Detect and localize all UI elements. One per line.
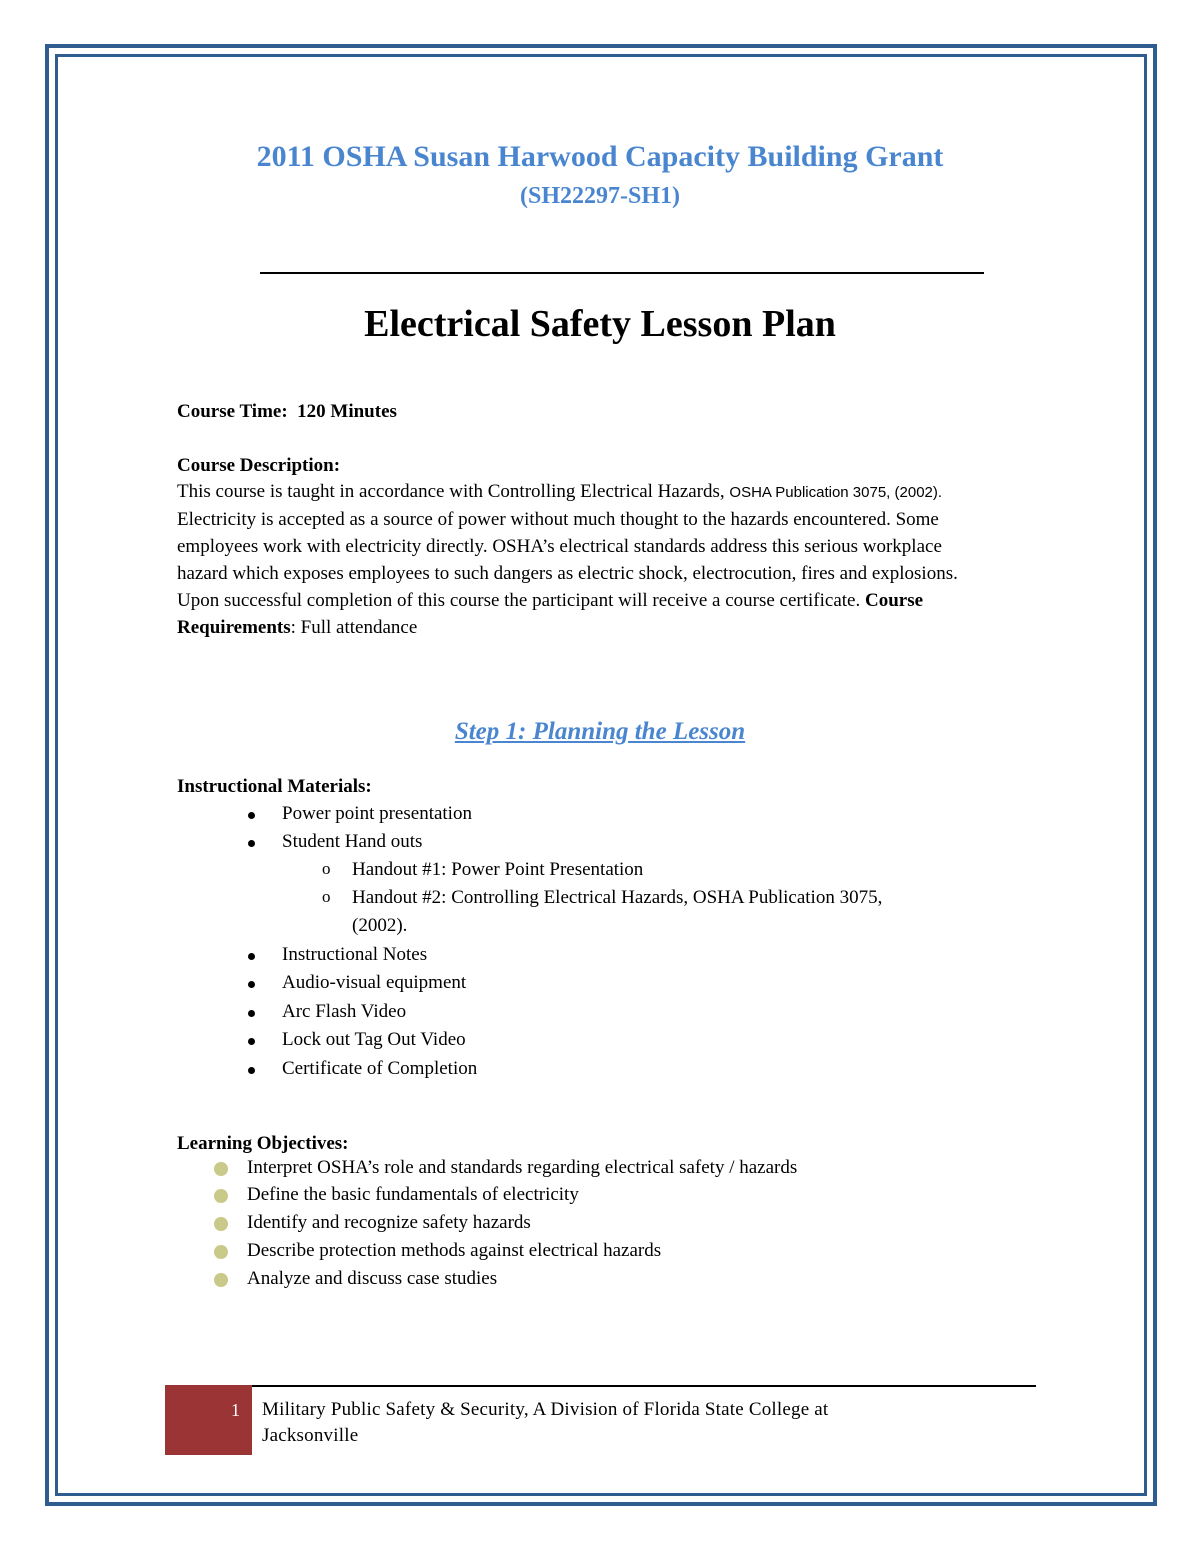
list-item: Power point presentation [282,803,472,825]
list-item: Audio-visual equipment [282,972,466,994]
course-description-text [177,478,977,641]
footer-line-1: Military Public Safety & Security, A Division of Florida State College at [262,1399,829,1420]
grant-title: 2011 OSHA Susan Harwood Capacity Building Grant [256,140,944,173]
list-item: Certificate of Completion [282,1058,477,1080]
learning-objectives-label: Learning Objectives: [177,1133,349,1154]
bullet-icon [214,1162,228,1176]
lesson-title: Electrical Safety Lesson Plan [364,303,836,345]
course-description-label: Course Description: [177,455,341,476]
materials-list [282,803,1042,1093]
bullet-icon [248,840,255,847]
description-part-1: This course is taught in accordance with Controlling Electrical Hazards, [177,481,730,502]
bullet-icon [214,1217,228,1231]
requirements-label: Course Requirements [177,590,924,638]
step-1-heading: Step 1: Planning the Lesson [454,718,746,745]
objectives-list [247,1157,1007,1297]
footer-line-2: Jacksonville [262,1425,359,1446]
footer-text [262,1397,982,1449]
bullet-icon [248,812,255,819]
bullet-icon [248,981,255,988]
bullet-icon [214,1189,228,1203]
requirements-value: : Full attendance [290,617,418,638]
grant-code: (SH22297-SH1) [519,183,680,209]
list-item: Describe protection methods against electrical hazards [247,1240,661,1262]
description-part-2: Electricity is accepted as a source of power without much thought to the hazards encountered. Some employees work with electricity directly. OSHA’s electrical standards address this serious workplace hazard which exposes employees to such dangers as electric shock, electrocution, fires and explosions. Upon successful completion of this course the participant will receive a course certificate. [177,509,958,611]
list-item-continuation: (2002). [352,915,408,936]
title-divider [260,272,984,274]
circle-bullet-icon: o [322,859,331,878]
instructional-materials-label: Instructional Materials: [177,776,372,797]
bullet-icon [248,953,255,960]
course-time [177,401,397,423]
list-item: o Handout #1: Power Point Presentation [322,859,644,880]
course-time-value: 120 Minutes [297,401,397,422]
bullet-icon [214,1273,228,1287]
bullet-icon [248,1038,255,1045]
footer-divider [252,1385,1036,1387]
bullet-icon [248,1010,255,1017]
bullet-icon [214,1245,228,1259]
circle-bullet-icon: o [322,887,331,906]
list-item: Student Hand outs [282,831,422,853]
list-item: o Handout #2: Controlling Electrical Hazards, OSHA Publication 3075, [322,887,883,908]
list-item: Lock out Tag Out Video [282,1029,466,1051]
list-item: Define the basic fundamentals of electricity [247,1184,579,1206]
description-publication: OSHA Publication 3075, (2002). [729,484,943,501]
course-time-label: Course Time: [177,401,288,422]
list-item: Analyze and discuss case studies [247,1268,497,1290]
list-item: Identify and recognize safety hazards [247,1212,531,1234]
page-number: 1 [231,1400,240,1420]
list-item: Arc Flash Video [282,1001,406,1023]
bullet-icon [248,1067,255,1074]
list-item: Interpret OSHA’s role and standards regarding electrical safety / hazards [247,1157,797,1179]
list-item: Instructional Notes [282,944,427,966]
